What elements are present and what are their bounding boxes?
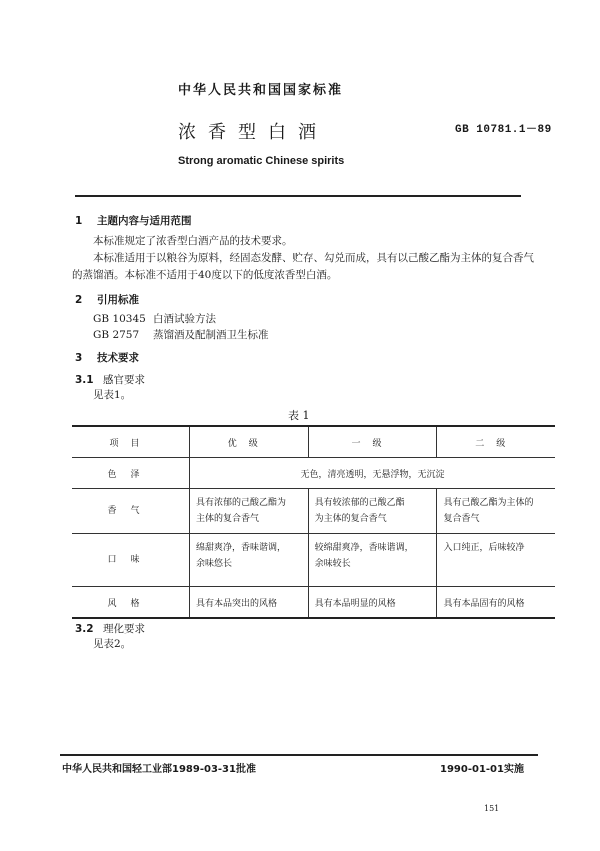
reference-title: 白酒试验方法 xyxy=(153,313,216,325)
national-standard-label: 中华人民共和国国家标准 xyxy=(178,83,344,98)
table-row xyxy=(72,587,555,619)
header-first-grade: 一级 xyxy=(308,426,437,458)
section-number: 2 xyxy=(75,294,83,306)
cell-line: 入口纯正，后味较净 xyxy=(443,543,525,553)
cell-line: 余味较长 xyxy=(314,559,351,569)
table-header-row xyxy=(72,426,555,458)
standard-number: GB 10781.1－89 xyxy=(455,124,552,136)
cell-line: 具有较浓郁的己酸乙酯 xyxy=(314,498,405,508)
style-premium: 具有本品突出的风格 xyxy=(190,587,309,619)
section-number: 1 xyxy=(75,215,83,227)
cell-line: 余味悠长 xyxy=(196,559,233,569)
cell-line: 绵甜爽净，香味谐调， xyxy=(196,543,287,553)
header-divider xyxy=(75,195,521,197)
english-title: Strong aromatic Chinese spirits xyxy=(178,155,345,167)
cell-line: 具有己酸乙酯为主体的 xyxy=(443,498,534,508)
table-row xyxy=(72,458,555,489)
row-item-aroma: 香气 xyxy=(72,489,190,534)
aroma-premium xyxy=(190,489,309,534)
header-second-grade: 二级 xyxy=(437,426,555,458)
cell-line: 复合香气 xyxy=(443,514,480,524)
section-3-heading xyxy=(75,350,139,365)
page-number: 151 xyxy=(484,804,500,813)
section-1-para-1: 本标准规定了浓香型白酒产品的技术要求。 xyxy=(93,235,293,247)
reference-code: GB 10345 xyxy=(93,313,146,325)
taste-second xyxy=(437,534,555,587)
table-row xyxy=(72,534,555,587)
section-title: 引用标准 xyxy=(97,294,139,306)
reference-title: 蒸馏酒及配制酒卫生标准 xyxy=(153,329,269,341)
style-first: 具有本品明显的风格 xyxy=(308,587,437,619)
approval-statement: 中华人民共和国轻工业部1989-03-31批准 xyxy=(62,764,256,775)
section-1-heading xyxy=(75,213,192,228)
row-item-taste: 口味 xyxy=(72,534,190,587)
table-row xyxy=(72,489,555,534)
section-title: 感官要求 xyxy=(103,374,145,386)
footer-divider xyxy=(60,754,538,756)
section-3-2-text: 见表2。 xyxy=(93,638,132,650)
table-caption: 表 1 xyxy=(288,409,310,422)
aroma-first xyxy=(308,489,437,534)
taste-first xyxy=(308,534,437,587)
section-3-1-heading xyxy=(75,372,145,387)
section-3-1-text: 见表1。 xyxy=(93,389,132,401)
reference-item xyxy=(93,311,216,328)
effective-date: 1990-01-01实施 xyxy=(440,764,524,775)
row-item-style: 风格 xyxy=(72,587,190,619)
cell-line: 主体的复合香气 xyxy=(196,514,260,524)
taste-premium xyxy=(190,534,309,587)
cell-line: 较绵甜爽净，香味谐调， xyxy=(314,543,414,553)
section-number: 3 xyxy=(75,352,83,364)
cell-line: 为主体的复合香气 xyxy=(314,514,387,524)
header-premium: 优级 xyxy=(190,426,309,458)
reference-item xyxy=(93,327,269,344)
section-2-heading xyxy=(75,292,139,307)
section-title: 理化要求 xyxy=(103,623,145,635)
section-title: 技术要求 xyxy=(97,352,139,364)
sensory-requirements-table xyxy=(72,425,555,619)
row-item-color: 色泽 xyxy=(72,458,190,489)
section-number: 3.1 xyxy=(75,374,94,386)
section-1-para-2-line-2: 的蒸馏酒。本标准不适用于40度以下的低度浓香型白酒。 xyxy=(72,269,338,281)
document-title: 浓香型白酒 xyxy=(178,122,328,143)
color-all-grades: 无色，清亮透明，无悬浮物，无沉淀 xyxy=(190,458,556,489)
reference-code: GB 2757 xyxy=(93,329,140,341)
aroma-second xyxy=(437,489,555,534)
section-title: 主题内容与适用范围 xyxy=(97,215,192,227)
header-item: 项目 xyxy=(72,426,190,458)
style-second: 具有本品固有的风格 xyxy=(437,587,555,619)
section-3-2-heading xyxy=(75,621,145,636)
cell-line: 具有浓郁的己酸乙酯为 xyxy=(196,498,287,508)
section-number: 3.2 xyxy=(75,623,94,635)
section-1-para-2-line-1: 本标准适用于以粮谷为原料，经固态发酵、贮存、勾兑而成，具有以己酸乙酯为主体的复合香气 xyxy=(93,252,534,264)
